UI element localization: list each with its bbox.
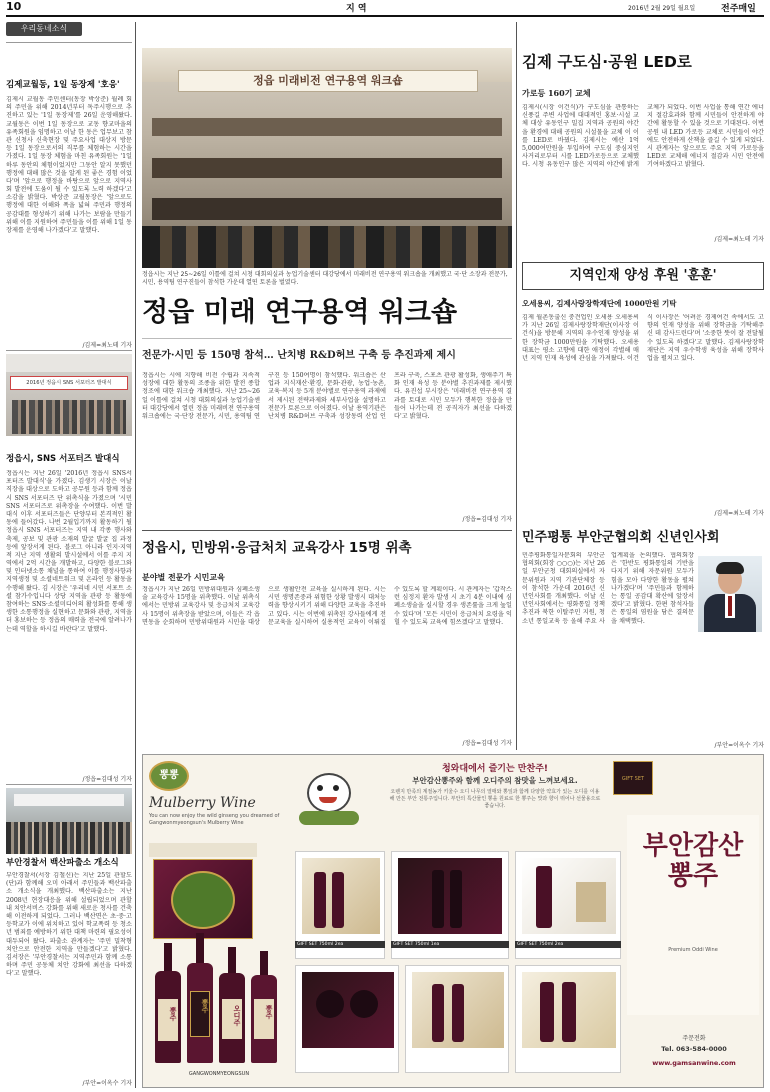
story-byline: /정읍=김대성 기자 — [82, 776, 132, 783]
cpr-byline: /정읍=김대성 기자 — [462, 740, 512, 747]
photo-banner-text: 2016년 정읍시 SNS 서포터즈 발대식 — [26, 380, 112, 386]
sns-photo — [6, 354, 132, 436]
brand-badge — [149, 761, 189, 791]
page-header — [6, 0, 764, 14]
gift-box — [613, 761, 653, 795]
bottle — [155, 943, 181, 1063]
company-name: GANGWONMYEONGSUN — [188, 1071, 250, 1077]
tagline-en: You can now enjoy the wild ginseng you dreamed of Gangwonmyeongsun's Mulberry Wine — [149, 813, 280, 826]
cpr-subheadline: 분야별 전문가 시민교육 — [142, 572, 225, 582]
workshop-caption: 정읍시는 지난 25~26일 이틀에 걸쳐 시청 대회의실과 농업기술센터 대강당에서 미래비전 연구용역 워크숍을 개최했고 국·단 소장과 전문가, 시민, 용역팀 연구진들이 참석한 가운데 열띤 토론을 벌였다. — [142, 271, 508, 286]
main-headline: 정읍 미래 연구용역 워크숍 — [142, 297, 458, 328]
main-byline: /정읍=김대성 기자 — [462, 516, 512, 523]
story-body: 부안경찰서(서장 김철신)는 지난 25일 관할도(단)과 함께해 오미 아래서 주민들과 백산파출소 개소식을 개최했다. 백산파출소는 지난 2008년 현장대응을 위해 설립되었으며 관할 내 치안서비스 강화를 위해 새로운 청사를 건축해 이전하게 되었다. 그러나 백산면은 초·중·고등학교가 이에 위치하고 있어 학교폭력 등 청소년 범죄를 예방하기 위한 대책 마련의 필요성이 대두되어 왔다. 파출소 관계자는 '주민 밀착형 치안으로 안전한 지역을 만들겠다'고 밝혔다. 김서장은 '부안경찰서는 지역주민과 함께 소통하며 주민 공동체 치안 강화에 최선을 다하겠다'고 말했다. — [6, 872, 132, 978]
story-title: 김제교월동, 1일 동장제 '호응' — [6, 80, 120, 90]
section-label — [6, 22, 82, 36]
bottle-label: 뽕주 — [169, 1007, 178, 1021]
story-byline: /부안=이옥수 기자 — [82, 1080, 132, 1087]
led-byline: /김제=최노테 기자 — [714, 236, 764, 243]
workshop-banner-text: 정읍 미래비전 연구용역 워크숍 — [253, 74, 403, 87]
pyeongtong-headline: 민주평통 부안군협의회 신년인사회 — [522, 530, 720, 545]
scholarship-box — [522, 262, 764, 290]
gift-set — [295, 965, 399, 1073]
section-label-text: 우리동네소식 — [20, 24, 68, 33]
workshop-banner — [178, 70, 478, 92]
police-photo — [6, 788, 132, 854]
gift-set-label: GIFT SET 750ml 2ea — [295, 941, 385, 948]
workshop-photo — [142, 48, 512, 268]
ad-body: 오렌지 만족의 계절농가 키울수 오디 나무의 열매와 뽕잎과 함께 다양한 약효가 있는 오디를 이용해 만든 부안 전통주입니다. 부안의 특산물인 뽕을 원료로 한 뽕주는 맛과 향이 뛰어나 선물용으로 좋습니다. — [389, 789, 601, 809]
story-title: 정읍시, SNS 서포터즈 발대식 — [6, 454, 120, 464]
main-subheadline: 전문가·시민 등 150명 참석… 난치병 R&D허브 구축 등 추진과제 제시 — [142, 350, 456, 361]
wine-advertisement — [142, 754, 764, 1088]
brand-logo — [627, 815, 759, 1015]
ad-website[interactable]: www.gamsanwine.com — [652, 1059, 736, 1067]
bottle — [251, 951, 277, 1063]
scholarship-body: 김제 월촌동출신 중견업인 오세용 오세용씨가 지난 26일 김제사랑장학재단(이사장 이건식)을 방문해 지역의 우수인재 양성을 위한 장학금 1000만원을 기탁했다. 오세용 대표는 평소 고향에 대한 애정이 각별해 매년 지역 인재 육성에 관심을 가져왔다. 이건식 이사장은 '어려운 경제여건 속에서도 고향의 인재 양성을 위해 장학금을 기탁해주신 데 감사드린다'며 '소중한 뜻이 잘 전달될 수 있도록 하겠다'고 말했다. 김제사랑장학재단은 지역 우수학생 육성을 위해 장학사업을 펼치고 있다. — [522, 314, 764, 362]
logo-text: 부안감산 뽕주 — [642, 831, 744, 891]
pyeongtong-byline: /부안=이옥수 기자 — [714, 742, 764, 749]
issue-date: 2016년 2월 29일 월요일 — [628, 5, 696, 12]
bottle — [219, 947, 245, 1063]
call-label: 주문전화 — [682, 1035, 706, 1042]
left-column — [6, 22, 132, 1088]
section-title: 지 역 — [346, 4, 367, 14]
bottle-label: 뽕주 — [265, 1005, 274, 1019]
gift-box-label: GIFT SET — [621, 776, 645, 782]
scholarship-headline: 지역인재 양성 후원 '훈훈' — [569, 268, 717, 283]
story-body: 김제시 교월동 주민센터(동장 박상준) 월례 회의 주민을 위해 2014년부터 독주시행으로 추진하고 있는 '1일 동장제'를 26일 운영해왔다. 교월동은 이번 1일 동장으로 교동 향교마을의 유족회원을 임명하고 이날 한 동은 업무보고 참관 신청사 신축현장 및 주요사업 대상지 방문 등 1일 동장으로서의 직무를 체험하는 시간을 가졌다. 1일 동장 체험을 마친 유족회원는 '1일 하루 동안의 체험이었지만 그동안 알지 못했던 행정에 대해 많은 것을 알게 된 좋은 경험 이었다'며 '앞으로 행정을 바탕으로 앞으로 지역사회 발전에 도움이 될 수 있도록 노력 하겠다'고 소감을 밝혔다. 박상준 교월동장은 '앞으로도 행정에 대한 이해와 폭을 넓혀 주민과 행정의 공감대를 형성하기 위해 나가는 보람을 만들기 위해 이를 지원하여 주민들을 이를 위해 1일 동장제를 운영해 나가겠다'고 말했다. — [6, 96, 132, 234]
page-number: 10 — [6, 0, 22, 13]
bottle — [187, 933, 213, 1063]
scholarship-subheadline: 오세용씨, 김제사랑장학재단에 1000만원 기탁 — [522, 299, 677, 308]
main-body: 정읍시는 시에 지향해 비전 수립과 지속적 성장에 대한 활동의 조종을 위한 발전 종합정조에 대한 워크숍 개최했다. 지난 25~26일 이틀에 걸쳐 시청 대회의실과 농업기술센터 대강당에서 열린 정읍 미래비전 연구용역 워크숍에는 국·단장 전문가, 시민, 용역팀 연구진 등 150여명이 참석했다. 워크숍은 산업과 지식재산·환경, 문화·관광, 농업·농촌, 교육·복지 등 5개 분야별로 연구용역 과제에서 제시된 전략과제와 세부사업을 설명하고 전문가 토론으로 이어졌다. 이날 용역기관은 난치병 R&D허브 구축과 성장동력 산업 인프라 구축, 스포츠 관광 활성화, 생애주기 특화 인재 육성 등 분야별 추진과제를 제시했다. 유진섭 부시장은 '미래비전 연구용역 결과를 토대로 시민 모두가 행복한 정읍을 만들어 나가는데 전 공직자가 최선을 다하겠다'고 밝혔다. — [142, 372, 512, 420]
led-headline: 김제 구도심·공원 LED로 — [522, 53, 692, 71]
bottle-label: 오디주 — [233, 1005, 242, 1026]
paper-name: 전주매일 — [721, 4, 756, 14]
ad-subheadline: 부안감산뽕주와 함께 오디주의 참맛을 느껴보세요. — [412, 776, 578, 785]
mascot — [293, 767, 363, 827]
story-byline: /김제=최노테 기자 — [82, 342, 132, 349]
gift-set — [405, 965, 509, 1073]
gift-set — [515, 965, 621, 1073]
bottle-label: 뽕주 — [201, 999, 210, 1013]
ad-headline: 청와대에서 즐기는 만찬주! — [441, 764, 548, 774]
product-en: Mulberry Wine — [149, 795, 256, 811]
cpr-body: 정읍시가 지난 26일 민방위대원과 심폐소생술 교육강사 15명을 위촉했다. 이날 위촉식에서는 민방위 교육강사 및 응급처치 교육강사 15명이 위촉장을 받았으며, 이들은 각 읍면동을 순회하며 민방위대원과 시민을 대상으로 생활안전 교육을 실시하게 된다. 시는 시민 생명존중과 위험한 상황 발생시 대처능력을 향상시키기 위해 다양한 교육을 추진하고 있다. 시는 이번에 위촉된 강사들에게 전문교육을 실시하여 실용적인 교육이 이뤄질 수 있도록 할 계획이다. 시 관계자는 '갑작스런 심정지 환자 발생 시 초기 4분 이내에 심폐소생술을 실시할 경우 생존률을 크게 높일 수 있다'며 '모든 시민이 응급처치 요령을 익힐 수 있도록 교육에 힘쓰겠다'고 말했다. — [142, 586, 512, 626]
brand-badge-text: 뽕뽕 — [159, 770, 179, 781]
photo-banner — [10, 376, 128, 390]
led-body: 김제시(시장 이건식)가 구도심을 관통하는 신풍길 주변 사업에 대대적인 홍보·시설 교체 대상 유동인구 밀집 지역과 공원의 야간을 환경에 대해 공원의 시설물을 교체 이 이를 LED로 바꿨다. 김제시는 예산 1억 5,000여만원을 투입하여 구도심 중심지인 사거리로부터 시를 LED가로등으로 교체했다. 시청 유동인구 많은 지역의 야간에 밝게 교체가 되었다. 이번 사업을 통해 연간 에너지 절감효과와 함께 시민들이 안전하게 야간에 활동할 수 있을 것으로 기대된다. 이번 공원 내 LED 가로등 교체로 시민들이 야간에도 안전하게 산책을 즐길 수 있게 되었다. 시 관계자는 앞으로도 주요 지역 가로등을 LED로 교체해 에너지 절감과 시민 안전에 기여하겠다고 밝혔다. — [522, 104, 764, 169]
cpr-headline: 정읍시, 민방위·응급처치 교육강사 15명 위촉 — [142, 540, 412, 556]
scholarship-byline: /김제=최노테 기자 — [714, 510, 764, 517]
story-body: 정읍시는 지난 26일 '2016년 정읍시 SNS서포터즈 발대식'을 가졌다. 김생기 시장은 이날 직장을 대상으로 도하고 공무원 등과 함께 정읍시 SNS 서포터즈 단 위촉식을 가졌으며 '시민 SNS 서포터즈로 위촉장을 수여했다. 이번 발대식 이후 서포터즈들은 단양부터 본격적인 활동에 들어갔다. 나번 2월입기까지 활동하기 될 정읍시 SNS 서포터즈는 지역 내 각종 행사와 축제, 공보 및 관광 소재의 발굴 발굴 집 과정 등에 앞장서게 된다. 블로그 아니라 인지·지역적 지난 지역 생활의 발시설에서 이를 주지 지역에서 2억 시간을 개발하고, 다양한 블로그와 및 인터넷소통 채널을 통하여 이를 행정사항과 지역생정 및 소셜네트워크 및 온라인 등 활동을 수행해 왔다. 김 시장은 '우리네 시민 서포트 소셜 참가수입니다 상당 지역을 관광 등 활동에 참여하는 SNS·소셜미디어의 활성화를 통해 생생한 소통행정을 실현하고 문화와 관광, 지역을 더 홍보하는 등 정읍의 매력을 전국에 알려나가는데 역할을 하시길 바란다'고 말했다. — [6, 470, 132, 633]
led-subheadline: 가로등 160기 교체 — [522, 88, 591, 98]
ad-phone: Tel. 063-584-0000 — [661, 1045, 727, 1053]
story-title: 부안경찰서 백산파출소 개소식 — [6, 858, 119, 868]
gift-set-label: GIFT SET 750ml 1ea — [391, 941, 509, 948]
pyeongtong-body: 민주평화통일자문회의 부안군협의회(회장 ○○○)는 지난 26일 부안군청 대회의실에서 자문위원과 지역 기관단체장 등이 참석한 가운데 2016년 신년인사회를 개최했다. 이날 신년인사회에서는 평화통일 정책 추진과 북한 이탈주민 지원, 청소년 통일교육 등 올해 주요 사업계획을 논의했다. 협의회장은 '한반도 평화통일의 기반을 다지기 위해 자문위원 모두가 힘을 모아 다양한 활동을 펼쳐 나가겠다'며 '주민들과 함께하는 통일 공감대 확산에 앞장서겠다'고 밝혔다. 한편 참석자들은 통일의 염원을 담은 결의문을 채택했다. — [522, 552, 694, 625]
logo-sub: Premium Oddi Wine — [668, 947, 718, 953]
gift-set-label: GIFT SET 750ml 2ea — [515, 941, 621, 948]
portrait-photo — [698, 556, 762, 632]
